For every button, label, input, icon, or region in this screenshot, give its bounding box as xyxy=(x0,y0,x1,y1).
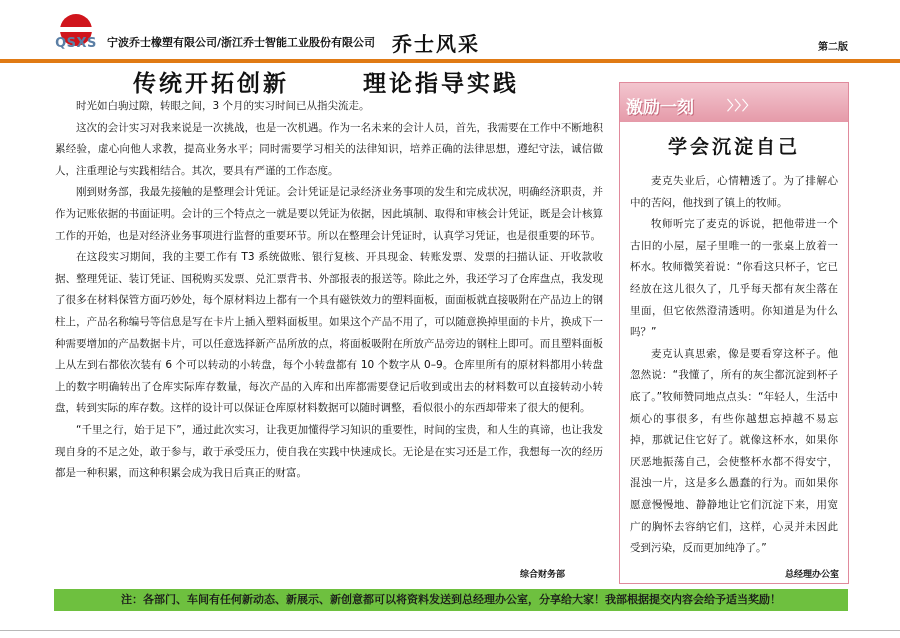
inspiration-sidebar xyxy=(619,82,849,584)
article-paragraph: 在这段实习期间，我的主要工作有 T3 系统做账、银行复核、开具现金、转账发票、发票的扫描认证、开收款收据、整理凭证、装订凭证、国税购买发票、兑汇票背书、外部报表的报送等。除此之外，我还学习了仓库盘点，我发现了很多在材料保管方面巧妙处，每个原材料边上都有一个具有磁铁效力的塑料面板，面面板就直接吸附在产品边上的钢柱上，产品名称编号等信息是写在卡片上插入塑料面板里。如果这个产品不用了，可以随意换掉里面的卡片，换成下一种需要增加的产品数据卡片，可以任意选择新产品所放的点，将面板吸附在所放产品旁边的钢柱上即可。而且塑料面板上从左到右都依次装有 6 个可以转动的小转盘，每个小转盘都有 10 个数字从 0–9。仓库里所有的原材料都用小转盘上的数字明确转出了仓库实际库存数量，每次产品的入库和出库都需要登记后收到或出去的材料数可以直接转动小转盘，转到实际的库存数。这样的设计可以保证仓库原材料数据可以随时调整，看似很小的东西却带来了很大的便利。 xyxy=(55,251,603,415)
story-paragraph: 牧师听完了麦克的诉说，把他带进一个古旧的小屋，屋子里唯一的一张桌上放着一杯水。牧师微笑着说：“你看这只杯子，它已经放在这儿很久了，几乎每天都有灰尘落在里面，但它依然澄清透明。你知道是为什么吗？” xyxy=(630,218,838,339)
sidebar-title-bar xyxy=(620,83,848,122)
chevron-right-icon: 〉〉〉 xyxy=(727,99,757,114)
headline-right: 理论指导实践 xyxy=(363,71,519,97)
footer-divider xyxy=(0,630,900,631)
article-department: 综合财务部 xyxy=(520,570,566,580)
newsletter-masthead: 乔士风采 xyxy=(392,32,480,56)
edition-label: 第二版 xyxy=(818,42,848,53)
sidebar-department: 总经理办公室 xyxy=(785,570,840,580)
article-paragraph: 这次的会计实习对我来说是一次挑战，也是一次机遇。作为一名未来的会计人员，首先，我需要在工作中不断地积累经验，虚心向他人求教，提高业务水平；同时需要学习相关的法律知识，培养正确的法律思想，遵纪守法，诚信做人，注重理论与实践相结合。其次，要具有严谨的工作态度。 xyxy=(55,121,603,177)
headline-left: 传统开拓创新 xyxy=(133,71,289,97)
article-paragraph: “千里之行，始于足下”，通过此次实习，让我更加懂得学习知识的重要性，时间的宝贵，和人生的真谛，也让我发现自身的不足之处，敢于参与，敢于承受压力，使自我在实践中快速成长。无论是在实习还是工作，我想每一次的经历都是一种积累，而这种积累会成为我日后真正的财富。 xyxy=(55,423,603,480)
notice-banner: 注：各部门、车间有任何新动态、新展示、新创意都可以将资料发送到总经理办公室，分享给大家！我部根据提交内容会给予适当奖励！ xyxy=(54,589,848,611)
company-logo xyxy=(50,14,100,58)
header-divider xyxy=(0,59,900,63)
story-title: 学会沉淀自己 xyxy=(667,136,800,158)
logo-text: QSXS xyxy=(55,36,97,51)
company-name: 宁波乔士橡塑有限公司/浙江乔士智能工业股份有限公司 xyxy=(107,36,376,49)
story-paragraph: 麦克失业后，心情糟透了。为了排解心中的苦闷，他找到了镇上的牧师。 xyxy=(630,175,838,209)
article-paragraph: 刚到财务部，我最先接触的是整理会计凭证。会计凭证是记录经济业务事项的发生和完成状况，明确经济职责，并作为记账依据的书面证明。会计的三个特点之一就是要以凭证为依据，因此填制、取得和审核会计凭证，既是会计核算工作的开始，也是对经济业务事项进行监督的重要环节。所以在整理会计凭证时，认真学习凭证，也是很重要的环节。 xyxy=(55,186,603,242)
story-body xyxy=(630,171,838,560)
story-paragraph: 麦克认真思索，像是要看穿这杯子。他忽然说：“我懂了，所有的灰尘都沉淀到杯子底了。”牧师赞同地点点头：“年轻人，生活中烦心的事很多，有些你越想忘掉越不易忘掉，那就记住它好了。就像这杯水，如果你厌恶地振荡自己，会使整杯水都不得安宁，混浊一片，这是多么愚蠢的行为。而如果你愿意慢慢地、静静地让它们沉淀下来，用宽广的胸怀去容纳它们，这样，心灵并未因此受到污染，反而更加纯净了。” xyxy=(630,347,838,555)
sidebar-section-title: 激励一刻 xyxy=(626,98,694,118)
main-article xyxy=(55,96,603,485)
article-paragraph: 时光如白驹过隙，转眼之间，3 个月的实习时间已从指尖流走。 xyxy=(76,100,370,112)
page-header xyxy=(0,0,900,62)
